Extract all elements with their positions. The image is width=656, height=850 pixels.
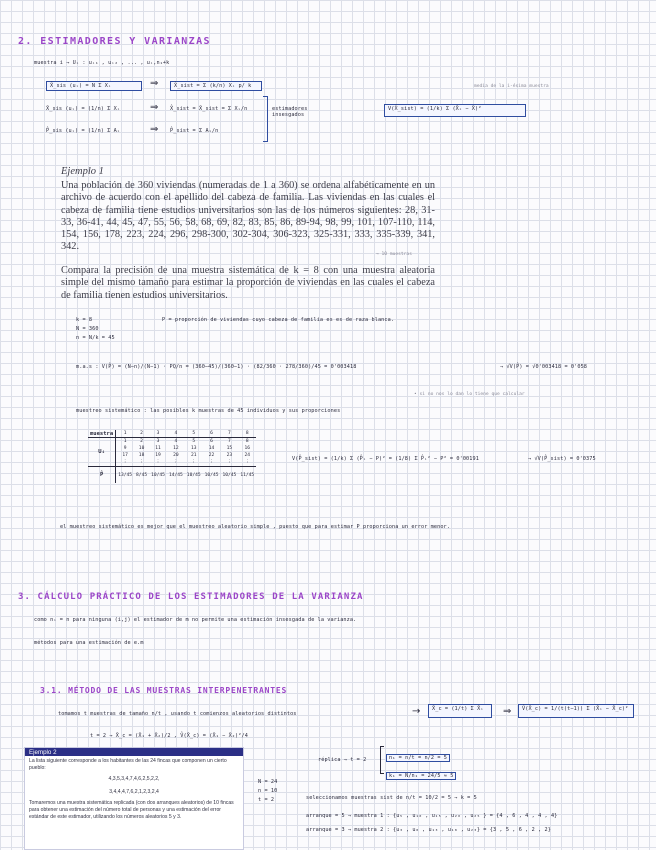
table-cell: 21 [190,453,197,458]
ejemplo-2-intro: La lista siguiente corresponde a los habitantes de las 24 fincas que componen un cierto pueblo: [29,758,227,771]
section-3-title: 3. CÁLCULO PRÁCTICO DE LOS ESTIMADORES DE LA VARIANZA [18,592,364,602]
table-cell: 18 [138,453,145,458]
formula-prop-left: P̂_sis (uᵢ) = (1/n) Σ Aᵢ [46,128,121,134]
arrow-icon: ⇒ [503,706,512,717]
table-head-cell: 4 [167,430,185,438]
table-head-cell: 1 [116,430,134,438]
arranque-2: arranque = 3 → muestra 2 : {u₃ , u₈ , u₁₃ , u₁₈ , u₂₃} = {3 , 5 , 6 , 2 , 2} [306,827,551,833]
table-cell: 10/45 [204,472,219,478]
sistematico-variance: V(P̂_sist) = (1/k) Σ (P̂ᵢ − P)² = (1/8) Σ P̂ᵢ² − P² = 0'00191 [292,456,479,462]
selection-line: seleccionamos muestras sist de n/t = 10/2 = 5 → k = 5 [306,795,477,801]
replica-n1: n₁ = n/t = n/2 = 5 [386,754,450,762]
ejemplo-1-handnote: → 10 muestras [376,252,412,257]
table-cell: 19 [155,453,161,458]
table-row-label: P̂ [88,467,116,484]
formula-total-left: X̂_sis (uᵢ) = N Σ Xᵢ [46,81,142,91]
table-row [88,438,256,446]
arrow-icon: ⇒ [150,124,159,135]
table-head-cell: 8 [238,430,256,438]
ejemplo-2-row-1: 4,3,5,3,4,7,4,6,2,5,2,2, [108,776,160,783]
replica-values [386,746,456,782]
replica-k1: k₁ = N/n₁ = 24/5 ≈ 5 [386,772,456,780]
table-cell: 10 [138,446,145,451]
bracket-icon [263,96,268,142]
given-k: k = 8 [76,317,93,323]
side-t: t = 2 [258,797,275,803]
mas-result: → √V(P̂) = √0'003418 = 0'058 [500,364,588,370]
table-head-cell: 6 [203,430,221,438]
arrow-icon: ⇒ [150,102,159,113]
section-3-1-title: 3.1. MÉTODO DE LAS MUESTRAS INTERPENETRANTES [40,686,288,695]
table-row [88,430,256,438]
sistematico-result: → √V(P̂_sist) = 0'0375 [528,456,596,462]
sistematico-label: muestreo sistemático : las posibles k muestras de 45 individuos y sus proporciones [76,408,341,414]
arrow-icon: ⇒ [150,78,159,89]
table-cell: 15 [226,446,233,451]
ejemplo-2-text: Tomaremos una muestra sistemática replicada (con dos arranques aleatorios) de 10 fincas para obtener una estimación del número total de personas y una estimación del error estándar de este estimador, utilizando los números aleatorios 5 y 3. [29,800,234,820]
ejemplo-1-title: Ejemplo 1 [61,166,104,177]
table-cell: 6 [210,439,213,444]
table-row-label: Uᵢ [88,438,116,467]
table-cell: 17 [122,453,128,458]
side-values [258,778,277,805]
section-3-line-1: como nᵢ = n para ninguna (i,j) el estimador de m no permite una estimación insesgada de la varianza. [34,617,357,623]
table-head-cell: 7 [220,430,238,438]
table-cell: 24 [244,453,251,458]
ejemplo-1-text: Una población de 360 viviendas (numeradas de 1 a 360) se ordena alfabéticamente en un archivo de acuerdo con el apellido del cabeza de familia. Las viviendas en las cuales el cabeza de familia tiene estudios universitarios son las de los números siguientes: 28, 31-33, 36-41, 44, 45, 47, 55, 56, 58, 68, 69, 82, 83, 85, 86, 89-94, 98, 99, 101, 107-110, 114, 154, 156, 178, 223, 224, 296, 298-300, 302-304, 306-323, 325-331, 333, 335-339, 341, 342. [61,180,435,253]
given-n: n = N/k = 45 [76,335,115,341]
arrow-icon: → [412,706,421,717]
table-cell: 4 [174,439,178,444]
table-cell: 10/45 [151,472,165,478]
table-cell: 13 [190,446,197,451]
table-cell: 1 [123,439,127,444]
table-cell: 14/45 [168,472,183,478]
formula-prop-right: P̂_sist = Σ Aᵢ/n [170,128,219,134]
ejemplo-2-body [25,756,243,822]
table-cell: ⋮ [227,460,232,465]
table-cell: 16 [244,446,251,451]
p-definition: P = proporción de viviendas cuyo cabeza de familia es es de raza blanca. [162,317,395,323]
varianza-note: media de la i-ésima muestra [474,84,549,89]
table-cell: 23 [226,453,233,458]
table-cell: 11/45 [240,472,255,478]
muestra-definition: muestra i → Uᵢ : uᵢ₁ , uᵢ₂ , ... , uᵢ,n₁+k [34,60,170,66]
given-N: N = 360 [76,326,99,332]
table-cell: ⋮ [209,460,214,465]
brace-icon [380,746,384,774]
samples-table [88,430,256,483]
small-note: • si no nos lo dan lo tiene que calcular [414,392,525,397]
formula-mean-right: X̂_sist = X̄_sist = Σ Xᵢ/n [170,106,248,112]
formula-total-right: X̂_sist = Σ (k/n) Xᵢ p/ k [170,81,262,91]
table-row [88,467,256,484]
box-variance-estimator: V̂(X̄_c) = 1/(t(t−1)) Σ (X̄ᵢ − X̄_c)² [518,704,634,718]
arranque-1: arranque = 5 → muestra 1 : {u₅ , u₁₀ , u₁₅ , u₂₀ , u₂₅ } = {4 , 6 , 4 , 4 , 4} [306,813,558,819]
table-head-cell: 5 [185,430,203,438]
table-cell: ⋮ [122,460,128,465]
side-N: N = 24 [258,779,278,785]
side-n: n = 10 [258,788,278,794]
table-head-cell: muestra [88,430,116,438]
table-cell: 3 [156,439,160,444]
section-3-line-2: métodos para una estimación de e.m [34,640,144,646]
ejemplo-2-row-2: 3,4,4,4,7,6,2,1,2,3,2,4 [109,788,159,795]
table-cell: ⋮ [173,460,179,465]
ejemplo-2-title: Ejemplo 2 [25,748,243,756]
table-cell: 8/45 [136,472,148,478]
table-cell: 20 [173,453,179,458]
table-cell: 5 [192,439,196,444]
section-2-title: 2. ESTIMADORES Y VARIANZAS [18,36,211,47]
given-values [76,316,115,343]
formula-mean-left: X̄_sis (uᵢ) = (1/n) Σ Xᵢ [46,106,121,112]
table-cell: ⋮ [155,460,161,465]
table-cell: 10/45 [186,472,201,478]
conclusion: el muestreo sistemático es mejor que el muestreo aleatorio simple , puesto que para estimar P proporciona un error menor. [60,524,450,530]
table-cell: ⋮ [191,460,197,465]
ejemplo-1-question: Compara la precisión de una muestra sistemática de k = 8 con una muestra aleatoria simple del mismo tamaño para estimar la proporción de viviendas en las cuales el cabeza de familia tienen estudios universitarios. [61,265,435,301]
table-cell: 22 [208,453,215,458]
table-cell: 8 [245,439,249,444]
table-cell: 2 [140,439,143,444]
table-cell: 10/45 [222,472,237,478]
mas-variance: m.a.s : V(P̂) = (N−n)/(N−1) · PQ/n = (360−45)/(360−1) · (82/360 · 278/360)/45 = 0'003418 [76,364,357,370]
table-cell: 14 [208,446,215,451]
section-3-1-line-2: t = 2 → X̄_c = (X̄₁ + X̄₂)/2 , V̂(X̄_c) = (X̄₁ − X̄₂)²/4 [90,733,248,739]
table-head-cell: 3 [149,430,167,438]
varianza-box: V(X̂_sist) = (1/k) Σ (X̄ᵢ − X̄)² [384,104,526,117]
table-cell: 7 [228,439,231,444]
section-3-1-line-1: tomamos t muestras de tamaño n/t , usando t comienzos aleatorios distintos [58,711,297,717]
table-cell: ⋮ [244,460,250,465]
ejemplo-2-card [24,747,244,850]
replica-label: réplica → t = 2 [318,757,367,763]
table-cell: 11 [155,446,161,451]
box-mean-estimator: X̄_c = (1/t) Σ X̄ᵢ [428,704,492,718]
table-cell: 9 [123,446,127,451]
estimadores-note: estimadores insesgados [272,106,308,118]
table-cell: ⋮ [139,460,144,465]
table-cell: 12 [173,446,179,451]
table-head-cell: 2 [134,430,149,438]
table-cell: 13/45 [118,472,133,478]
